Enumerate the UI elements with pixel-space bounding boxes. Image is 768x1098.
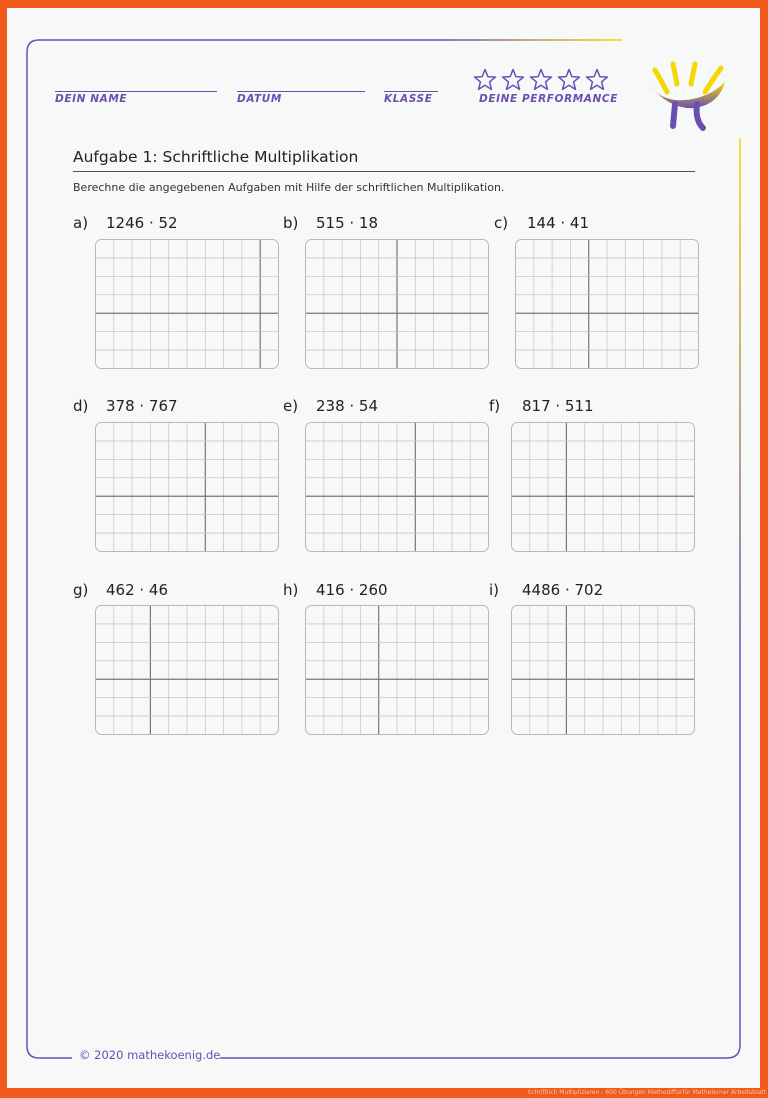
name-field-label: DEIN NAME [55, 93, 128, 105]
task-letter: c) [494, 214, 509, 232]
star-icon[interactable] [473, 68, 497, 92]
task-f-label [489, 397, 594, 415]
class-field-label: KLASSE [384, 93, 433, 105]
task-letter: d) [73, 397, 89, 415]
performance-stars[interactable] [473, 68, 609, 92]
task-expression: 238 · 54 [316, 397, 379, 415]
star-icon[interactable] [585, 68, 609, 92]
copyright-notice: © 2020 mathekoenig.de [79, 1048, 221, 1062]
task-i-label [489, 581, 603, 599]
task-d-label [73, 397, 178, 415]
task-expression: 4486 · 702 [522, 581, 604, 599]
date-field-label: DATUM [237, 93, 282, 105]
worksheet-page [7, 8, 760, 1088]
answer-grid-e[interactable] [305, 422, 489, 552]
instruction-text: Berechne die angegebenen Aufgaben mit Hilfe der schriftlichen Multiplikation. [73, 181, 505, 194]
task-letter: g) [73, 581, 89, 599]
answer-grid-c[interactable] [515, 239, 699, 369]
task-a-label [73, 214, 178, 232]
answer-grid-a[interactable] [95, 239, 279, 369]
date-field-line[interactable] [237, 91, 365, 92]
title-divider [73, 171, 695, 172]
answer-grid-i[interactable] [511, 605, 695, 735]
task-expression: 416 · 260 [316, 581, 388, 599]
task-expression: 144 · 41 [527, 214, 590, 232]
task-c-label [494, 214, 589, 232]
name-field-line[interactable] [55, 91, 217, 92]
image-caption: Schriftlich Multiplizieren - 600 Übungen Methodiffurfür Mathelerner Arbeitsblatt [527, 1089, 766, 1096]
task-expression: 378 · 767 [106, 397, 178, 415]
task-letter: f) [489, 397, 501, 415]
task-expression: 1246 · 52 [106, 214, 178, 232]
class-field-line[interactable] [384, 91, 438, 92]
task-expression: 515 · 18 [316, 214, 379, 232]
task-letter: h) [283, 581, 299, 599]
task-b-label [283, 214, 378, 232]
task-letter: e) [283, 397, 299, 415]
task-h-label [283, 581, 388, 599]
star-icon[interactable] [557, 68, 581, 92]
answer-grid-g[interactable] [95, 605, 279, 735]
task-letter: a) [73, 214, 89, 232]
answer-grid-h[interactable] [305, 605, 489, 735]
task-expression: 462 · 46 [106, 581, 169, 599]
task-expression: 817 · 511 [522, 397, 594, 415]
performance-field-label: DEINE PERFORMANCE [479, 93, 618, 105]
star-icon[interactable] [529, 68, 553, 92]
answer-grid-d[interactable] [95, 422, 279, 552]
task-letter: b) [283, 214, 299, 232]
answer-grid-b[interactable] [305, 239, 489, 369]
task-g-label [73, 581, 168, 599]
star-icon[interactable] [501, 68, 525, 92]
crown-pi-logo-icon [645, 58, 731, 134]
answer-grid-f[interactable] [511, 422, 695, 552]
section-title: Aufgabe 1: Schriftliche Multiplikation [73, 148, 359, 166]
task-e-label [283, 397, 378, 415]
task-letter: i) [489, 581, 500, 599]
